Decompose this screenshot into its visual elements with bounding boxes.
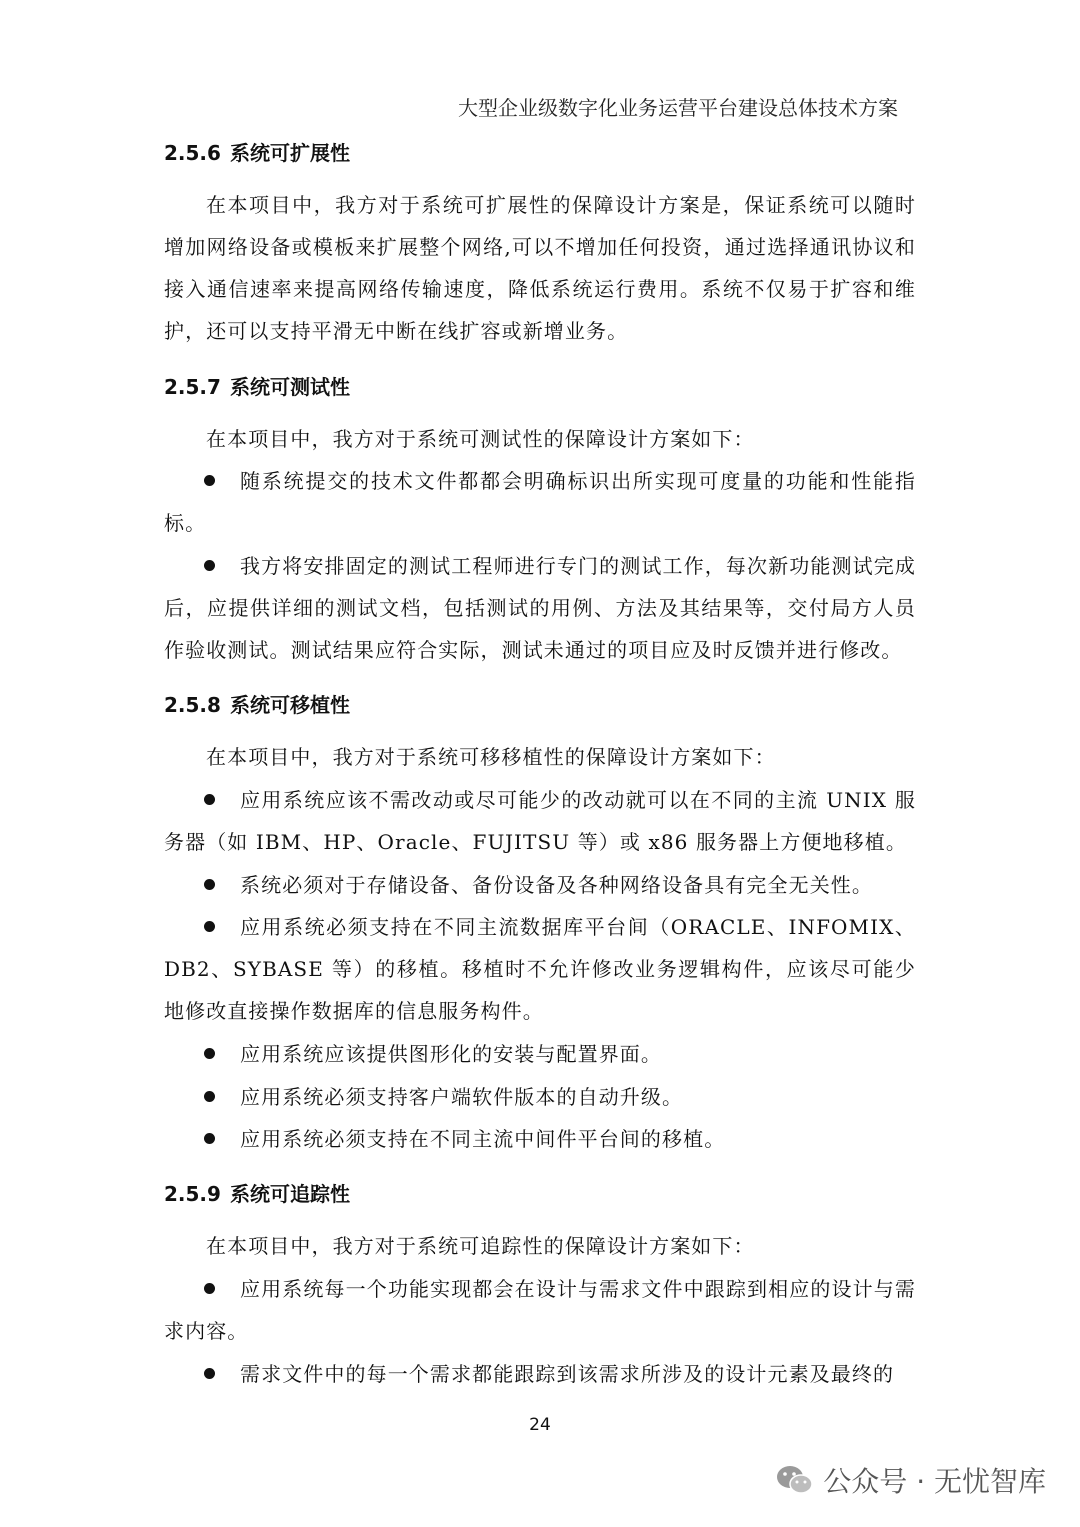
section-number: 2.5.8 <box>164 693 221 717</box>
list-item <box>164 460 916 544</box>
list-item-text: 系统必须对于存储设备、备份设备及各种网络设备具有完全无关性。 <box>240 873 873 897</box>
section-paragraph: 在本项目中，我方对于系统可扩展性的保障设计方案是，保证系统可以随时增加网络设备或模板来扩展整个网络,可以不增加任何投资，通过选择通讯协议和接入通信速率来提高网络传输速度，降低系统运行费用。系统不仅易于扩容和维护，还可以支持平滑无中断在线扩容或新增业务。 <box>164 193 916 343</box>
list-item-text: 应用系统应该不需改动或尽可能少的改动就可以在不同的主流 UNIX 服务器（如 IBM、HP、Oracle、FUJITSU 等）或 x86 服务器上方便地移植。 <box>164 788 916 854</box>
list-item-text: 应用系统每一个功能实现都会在设计与需求文件中跟踪到相应的设计与需求内容。 <box>164 1277 916 1343</box>
bullet-icon <box>204 1368 215 1379</box>
list-item <box>164 1118 916 1160</box>
list-item-text: 我方将安排固定的测试工程师进行专门的测试工作，每次新功能测试完成后，应提供详细的测试文档，包括测试的用例、方法及其结果等，交付局方人员作验收测试。测试结果应符合实际，测试未通过的项目应及时反馈并进行修改。 <box>164 554 916 662</box>
section-title: 系统可追踪性 <box>230 1182 350 1206</box>
page-header-title: 大型企业级数字化业务运营平台建设总体技术方案 <box>458 96 898 120</box>
list-item-text: 随系统提交的技术文件都都会明确标识出所实现可度量的功能和性能指标。 <box>164 469 916 535</box>
list-item <box>164 864 916 906</box>
bullet-icon <box>204 475 215 486</box>
list-item <box>164 1033 916 1075</box>
list-item <box>164 1076 916 1118</box>
bullet-icon <box>204 1283 215 1294</box>
section-number: 2.5.7 <box>164 375 221 399</box>
bullet-icon <box>204 1048 215 1059</box>
section-title: 系统可测试性 <box>230 375 350 399</box>
list-item <box>164 779 916 863</box>
list-item-text: 应用系统必须支持客户端软件版本的自动升级。 <box>240 1085 684 1109</box>
section-heading-2-5-7 <box>164 373 350 401</box>
list-item <box>164 1353 916 1395</box>
section-paragraph: 在本项目中，我方对于系统可移移植性的保障设计方案如下： <box>206 745 776 769</box>
page-number: 24 <box>529 1415 551 1435</box>
bullet-icon <box>204 921 215 932</box>
section-number: 2.5.6 <box>164 141 221 165</box>
bullet-icon <box>204 560 215 571</box>
list-item-text: 应用系统必须支持在不同主流数据库平台间（ORACLE、INFOMIX、DB2、SYBASE 等）的移植。移植时不允许修改业务逻辑构件，应该尽可能少地修改直接操作数据库的信息服务构件。 <box>164 915 916 1023</box>
bullet-icon <box>204 879 215 890</box>
list-item <box>164 1268 916 1352</box>
section-paragraph: 在本项目中，我方对于系统可测试性的保障设计方案如下： <box>206 427 755 451</box>
section-paragraph: 在本项目中，我方对于系统可追踪性的保障设计方案如下： <box>206 1234 755 1258</box>
section-heading-2-5-8 <box>164 691 350 719</box>
section-title: 系统可扩展性 <box>230 141 350 165</box>
list-item <box>164 545 916 671</box>
list-item-text: 需求文件中的每一个需求都能跟踪到该需求所涉及的设计元素及最终的 <box>240 1362 895 1386</box>
list-item <box>164 906 916 1032</box>
list-item-text: 应用系统必须支持在不同主流中间件平台间的移植。 <box>240 1127 726 1151</box>
section-title: 系统可移植性 <box>230 693 350 717</box>
watermark-text: 公众号 · 无忧智库 <box>823 1465 1046 1498</box>
bullet-icon <box>204 1091 215 1102</box>
watermark <box>775 1460 1046 1500</box>
bullet-icon <box>204 1133 215 1144</box>
wechat-icon <box>775 1463 815 1497</box>
section-heading-2-5-9 <box>164 1180 350 1208</box>
list-item-text: 应用系统应该提供图形化的安装与配置界面。 <box>240 1042 662 1066</box>
section-heading-2-5-6 <box>164 139 350 167</box>
bullet-icon <box>204 794 215 805</box>
section-number: 2.5.9 <box>164 1182 221 1206</box>
